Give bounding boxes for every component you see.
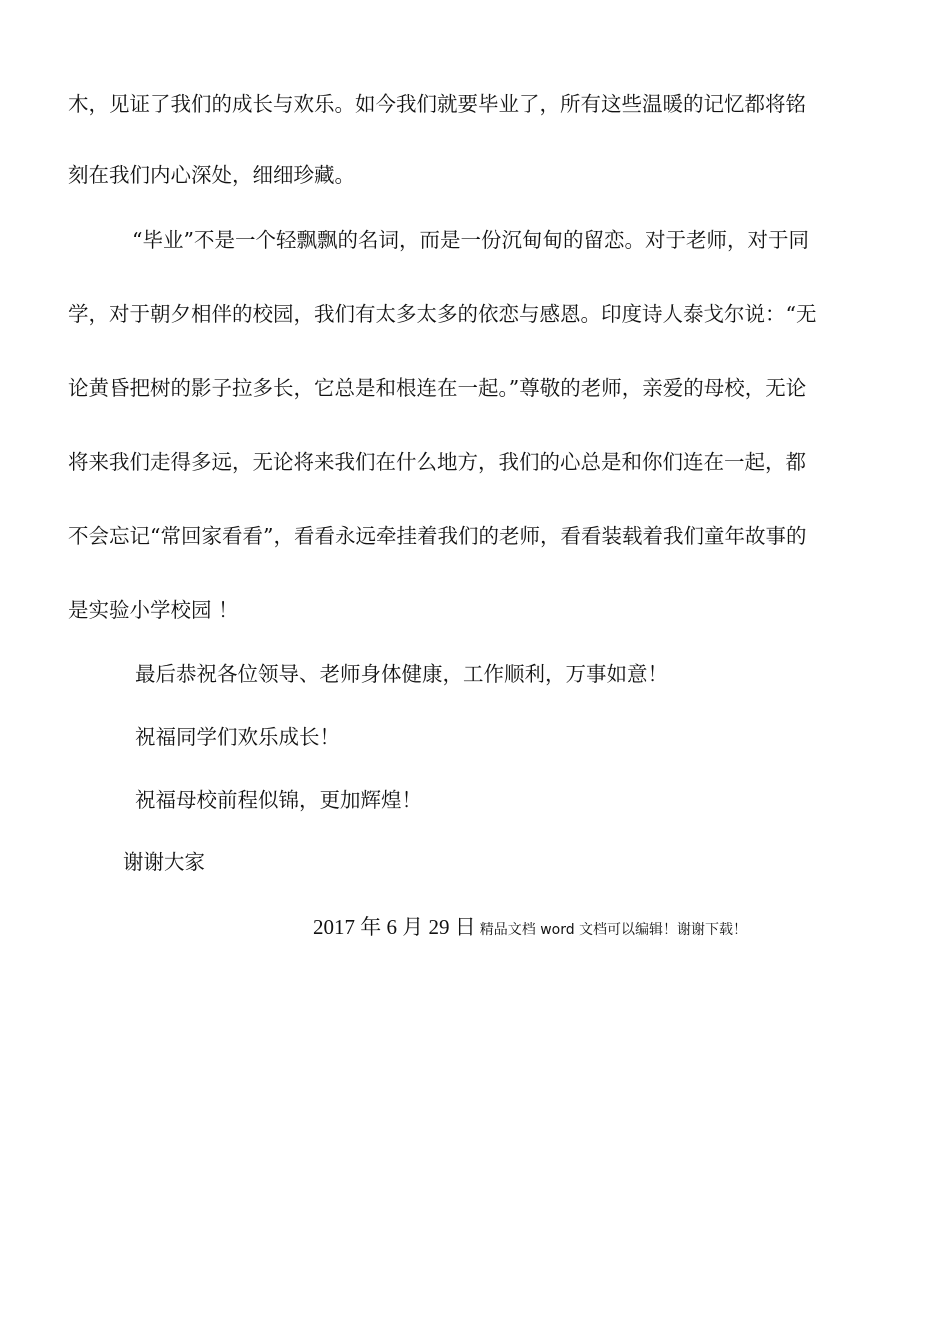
paragraph-line: 不会忘记“常回家看看”，看看永远牵挂着我们的老师，看看装载着我们童年故事的	[68, 524, 807, 548]
wish-line: 最后恭祝各位领导、老师身体健康，工作顺利，万事如意！	[135, 662, 668, 686]
paragraph-line: 论黄昏把树的影子拉多长，它总是和根连在一起。”尊敬的老师，亲爱的母校，无论	[68, 376, 807, 400]
document-date: 2017 年 6 月 29 日	[313, 915, 476, 939]
paragraph-line: 是实验小学校园 ！	[68, 598, 239, 622]
footer-note: 精品文档 word 文档可以编辑！谢谢下载！	[479, 922, 748, 938]
paragraph-line: “毕业”不是一个轻飘飘的名词，而是一份沉甸甸的留恋。对于老师，对于同	[132, 228, 809, 252]
paragraph-line: 将来我们走得多远，无论将来我们在什么地方，我们的心总是和你们连在一起，都	[68, 450, 806, 474]
paragraph-line: 学，对于朝夕相伴的校园，我们有太多太多的依恋与感恩。印度诗人泰戈尔说：“无	[68, 302, 817, 326]
wish-line: 祝福同学们欢乐成长！	[135, 725, 340, 749]
paragraph-line: 木，见证了我们的成长与欢乐。如今我们就要毕业了，所有这些温暖的记忆都将铭	[68, 92, 806, 116]
thanks-line: 谢谢大家	[123, 850, 205, 874]
paragraph-line: 刻在我们内心深处，细细珍藏。	[68, 163, 355, 187]
wish-line: 祝福母校前程似锦，更加辉煌！	[135, 788, 422, 812]
date-line	[313, 911, 747, 941]
